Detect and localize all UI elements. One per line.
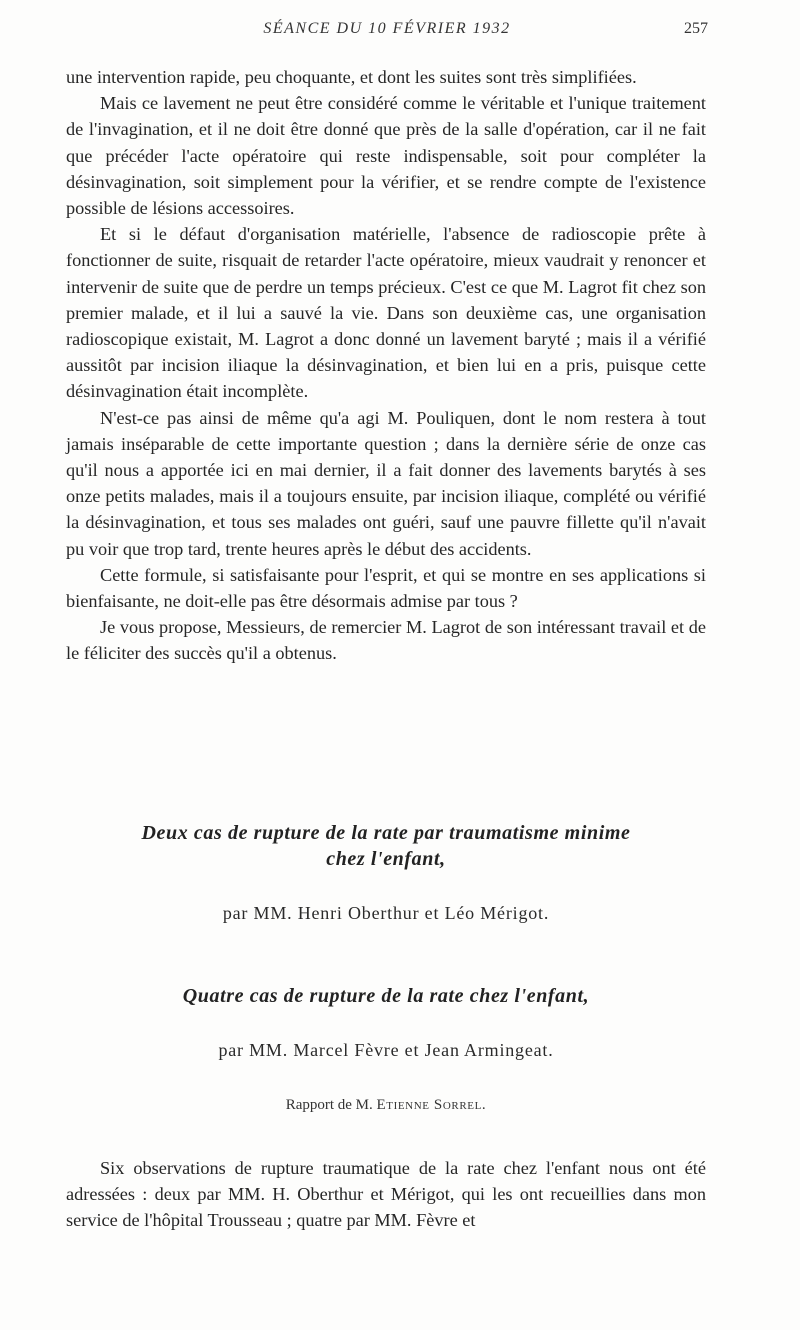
body-text-top <box>66 64 706 667</box>
paragraph-pouliquen: N'est-ce pas ainsi de même qu'a agi M. Pouliquen, dont le nom restera à tout jamais inséparable de cette importante question ; dans la dernière série de onze cas qu'il nous a apportée ici en mai dernier, il a fait donner des lavements barytés à ses onze petits malades, mais il a toujours ensuite, par incision iliaque, complété ou vérifié la désinvagination, et tous ses malades ont guéri, sauf une pauvre fillette qu'il n'avait pu voir que trop tard, trente heures après le début des accidents. <box>66 407 706 559</box>
paragraph-six-observations: Six observations de rupture traumatique de la rate chez l'enfant nous ont été adressées : deux par MM. H. Oberthur et Mérigot, qui les ont recueillies dans mon service de l'hôpital Trousseau ; quatre par MM. Fèvre et <box>66 1158 706 1231</box>
paragraph-formule: Cette formule, si satisfaisante pour l'esprit, et qui se montre en ses applications si bienfaisante, ne doit-elle pas être désormais admise par tous ? <box>66 564 706 612</box>
article-title-line1: Deux cas de rupture de la rate par traumatisme minime <box>141 822 631 844</box>
running-head <box>66 20 708 46</box>
paragraph-continuation: une intervention rapide, peu choquante, et dont les suites sont très simplifiées. <box>66 67 637 87</box>
paragraph-conclusion: Je vous propose, Messieurs, de remercier M. Lagrot de son intéressant travail et de le féliciter des succès qu'il a obtenus. <box>66 617 706 664</box>
article-authors-oberthur: par MM. Henri Oberthur et Léo Mérigot. <box>222 903 550 923</box>
paragraph-organisation: Et si le défaut d'organisation matérielle, l'absence de radioscopie prête à fonctionner de suite, risquait de retarder l'acte opératoire, mieux vaudrait y renoncer et intervenir de suite que de perdre un temps précieux. C'est ce que M. Lagrot fit chez son premier malade, et il lui a sauvé la vie. Dans son deuxième cas, une organisation radioscopique existait, M. Lagrot a donc donné un lavement baryté ; mais il a vérifié aussitôt par incision iliaque la désinvagination, et bien lui en a pris, puisque cette désinvagination était incomplète. <box>66 224 706 402</box>
running-title: SÉANCE DU 10 FÉVRIER 1932 <box>263 20 511 37</box>
page-number: 257 <box>684 20 708 37</box>
paragraph-lavement: Mais ce lavement ne peut être considéré comme le véritable et l'unique traitement de l'invagination, et il ne doit être donné que près de la salle d'opération, car il ne fait que précéder l'acte opératoire qui reste indispensable, soit pour compléter la désinvagination, soit simplement pour la vérifier, et se rendre compte de l'existence possible de lésions accessoires. <box>66 93 706 219</box>
report-prefix: Rapport de M. <box>285 1097 373 1113</box>
report-author: Etienne Sorrel. <box>376 1097 487 1113</box>
article-title-quatre-cas: Quatre cas de rupture de la rate chez l'enfant, <box>182 985 590 1007</box>
article-title-line2: chez l'enfant, <box>326 848 446 870</box>
body-text-bottom <box>66 1155 706 1234</box>
article-authors-fevre: par MM. Marcel Fèvre et Jean Armingeat. <box>218 1040 554 1060</box>
article-title-deux-cas <box>66 820 706 872</box>
report-line <box>66 1097 706 1114</box>
